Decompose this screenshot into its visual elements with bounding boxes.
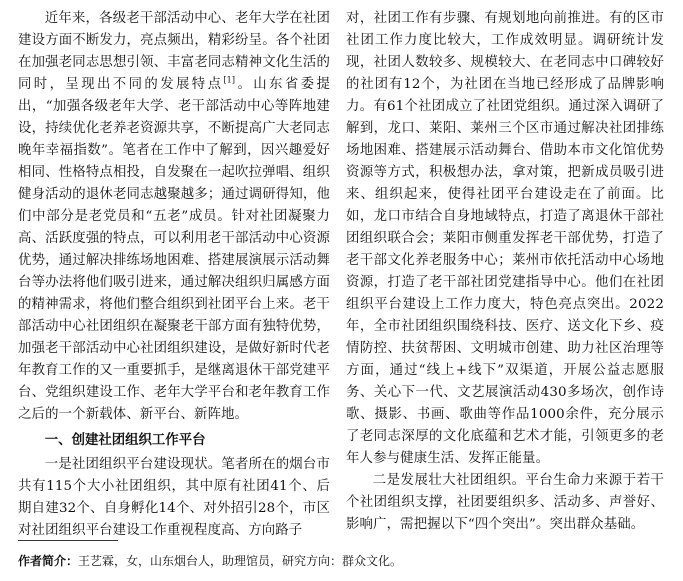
footnote-divider [18,540,118,541]
citation-ref[interactable]: [1] [223,75,236,85]
intro-paragraph [18,8,330,426]
development-paragraph: 二是发展壮大社团组织。平台生命力来源于若干个社团组织支撑，社团要组织多、活动多、声誉好、影响广，需把握以下“四个突出”。突出群众基础。 [346,473,664,532]
intro-text-before-ref: 近年来，各级老干部活动中心、老年大学在社团建设方面不断发力，亮点频出，精彩纷呈。各个社团在加强老同志思想引领、丰富老同志精神文化生活的同时，呈现出不同的发展特点 [18,11,330,92]
right-column [346,8,664,536]
status-paragraph: 一是社团组织平台建设现状。笔者所在的烟台市共有115个大小社团组织，其中原有社团41个、后期自建32个、自身孵化14个、对外招引28个，市区对社团组织平台建设工作重视程度高、方向路子 [18,457,330,538]
left-column [18,8,330,542]
section-heading: 一、创建社团组织工作平台 [44,433,206,448]
footnote-label: 作者简介： [18,554,79,568]
footnote-text: 王艺霖，女，山东烟台人，助理馆员，研究方向：群众文化。 [78,554,403,568]
intro-text-after-ref: 。山东省委提出，“加强各级老年大学、老干部活动中心等阵地建设，持续优化老养老资源共享，不断提高广大老同志晚年幸福指数”。笔者在工作中了解到，因兴趣爱好相同、性格特点相投，自发聚在一起吹拉弹唱、组织健身活动的退休老同志越聚越多；通过调研得知，他们中部分是老党员和“五老”成员。针对社团凝聚力高、活跃度强的特点，可以利用老干部活动中心资源优势，通过解决排练场地困难、搭建展演展示活动舞台等办法将他们吸引进来，通过解决组织归属感方面的精神需求，将他们整合组织到社团平台上来。老干部活动中心社团组织在凝聚老干部方面有独特优势，加强老干部活动中心社团组织建设，是做好新时代老年教育工作的又一重要抓手，是继离退休干部党建平台、党组织建设工作、老年大学平台和老年教育工作之后的一个新载体、新平台、新阵地。 [18,77,331,422]
author-footnote [18,553,402,569]
status-paragraph-continued: 对，社团工作有步骤、有规划地向前推进。有的区市社团工作力度比较大，工作成效明显。调研统计发现，社团人数较多、规模较大、在老同志中口碑较好的社团有12个，为社团在当地已经形成了品牌影响力。有61个社团成立了社团党组织。通过深入调研了解到，龙口、莱阳、莱州三个区市通过解决社团排练场地困难、搭建展示活动舞台、借助本市文化馆优势资源等方式，积极想办法，拿对策，把新成员吸引进来、组织起来，使得社团平台建设走在了前面。比如，龙口市结合自身地域特点，打造了离退休干部社团组织联合会；莱阳市侧重发挥老干部优势，打造了老干部文化养老服务中心；莱州市依托活动中心场地资源，打造了老干部社团党建指导中心。他们在社团组织平台建设上工作力度大，特色亮点突出。2022年，全市社团组织围绕科技、医疗、送文化下乡、疫情防控、扶贫帮困、文明城市创建、助力社区治理等方面，通过“线上+线下”双渠道，开展公益志愿服务、关心下一代、文艺展演活动430多场次，创作诗歌、摄影、书画、歌曲等作品1000余件，充分展示了老同志深厚的文化底蕴和艺术才能，引领更多的老年人参与健康生活、发挥正能量。 [346,11,664,466]
